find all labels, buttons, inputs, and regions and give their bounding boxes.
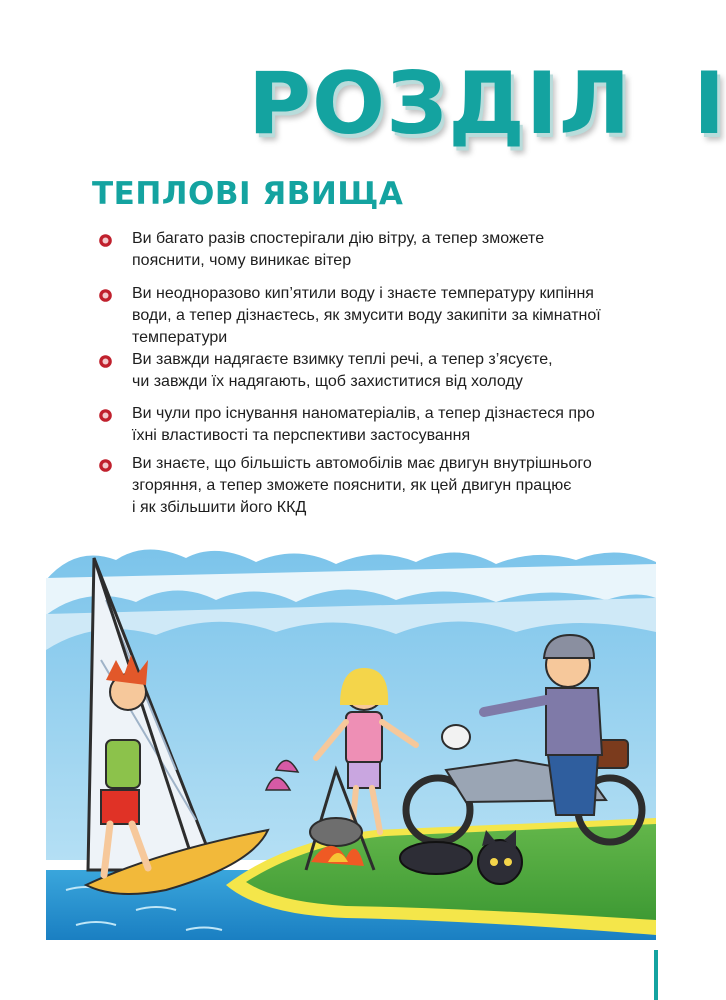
bullet-line: і як збільшити його ККД [132,499,307,516]
section-title: ТЕПЛОВІ ЯВИЩА [92,176,404,212]
bullet-dot-icon [98,408,113,423]
bullet-dot-icon [98,458,113,473]
bullet-dot-icon [98,233,113,248]
bullet-line: їхні властивості та перспективи застосування [132,427,471,444]
bullet-line: Ви неодноразово кип’ятили воду і знаєте температуру кипіння [132,285,594,302]
bullet-dot-icon [98,354,113,369]
chapter-heading [230,52,726,162]
bullet-text [132,283,632,349]
illustration [46,540,656,940]
bullet-dot-icon [98,288,113,303]
page-edge-marker [654,950,658,1000]
bullet-text [132,453,632,519]
bullet-text [132,403,632,447]
bullet-line: Ви чули про існування наноматеріалів, а тепер дізнаєтеся про [132,405,595,422]
chapter-title [248,54,726,154]
chapter-label: РОЗДІЛ [248,54,632,154]
bullet-line: Ви багато разів спостерігали дію вітру, а тепер зможете [132,230,545,247]
bullet-line: пояснити, чому виникає вітер [132,252,352,269]
bullet-text [132,228,632,272]
bullet-line: Ви завжди надягаєте взимку теплі речі, а тепер з’ясуєте, [132,351,553,368]
bullet-line: температури [132,329,228,346]
bullet-text [132,349,632,393]
bullet-line: Ви знаєте, що більшість автомобілів має двигун внутрішнього [132,455,592,472]
bullet-line: згоряння, а тепер зможете пояснити, як цей двигун працює [132,477,572,494]
bullet-line: води, а тепер дізнаєтесь, як змусити воду закипіти за кімнатної [132,307,601,324]
chapter-numeral: I [693,54,726,154]
bullet-line: чи завжди їх надягають, щоб захиститися від холоду [132,373,523,390]
